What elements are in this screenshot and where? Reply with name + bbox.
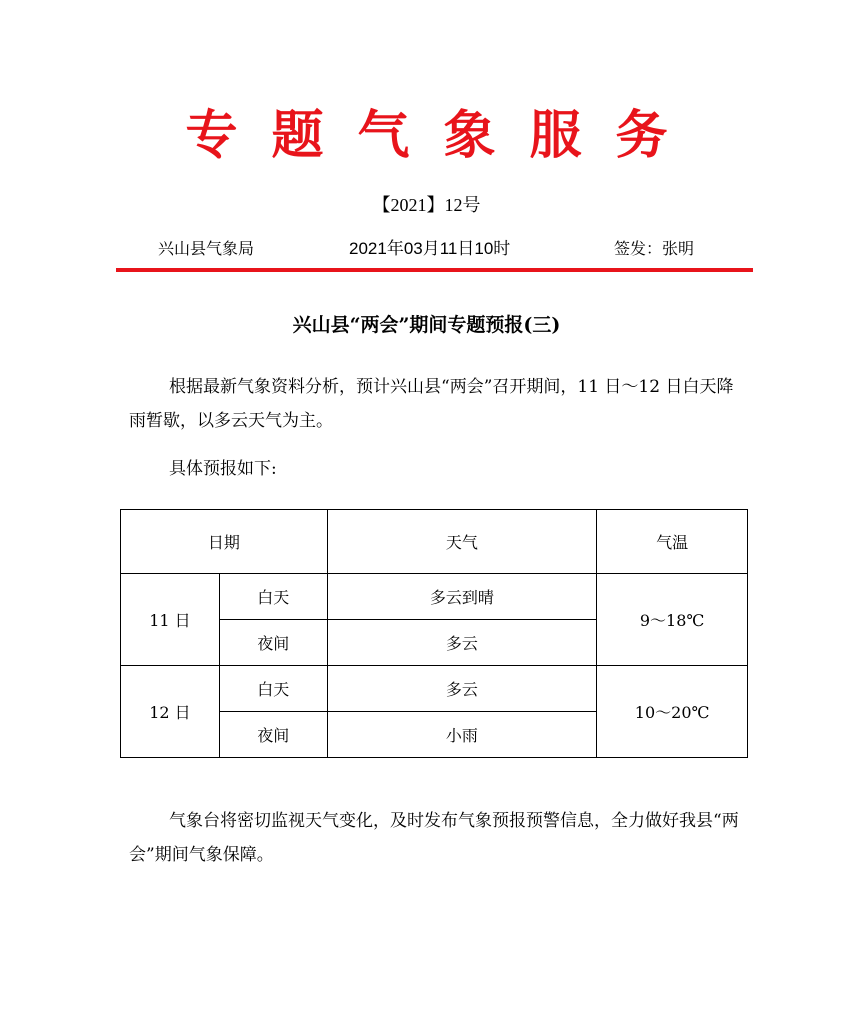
header-temp: 气温 [597, 510, 748, 574]
period-cell: 白天 [219, 574, 327, 620]
table-header-row [121, 510, 748, 574]
body-paragraph-2: 具体预报如下: [169, 459, 277, 479]
header-weather: 天气 [327, 510, 597, 574]
weather-cell: 多云到晴 [327, 574, 597, 620]
table-row [121, 574, 748, 620]
issue-number: 【2021】12号 [372, 195, 481, 215]
period-cell: 白天 [219, 666, 327, 712]
temp-cell: 9～18℃ [597, 574, 748, 666]
weather-cell: 小雨 [327, 712, 597, 758]
weather-cell: 多云 [327, 666, 597, 712]
document-title: 兴山县“两会”期间专题预报(三) [292, 314, 561, 336]
day-cell: 12 日 [121, 666, 220, 758]
weather-cell: 多云 [327, 620, 597, 666]
table-row [121, 666, 748, 712]
body-paragraph-1: 根据最新气象资料分析，预计兴山县“两会”召开期间，11 日～12 日白天降雨暂歇，以多云天气为主。 [129, 377, 734, 431]
banner-title: 专题气象服务 [185, 105, 702, 166]
body-paragraph-3: 气象台将密切监视天气变化，及时发布气象预报预警信息，全力做好我县“两会”期间气象保障。 [129, 811, 739, 865]
forecast-table [120, 509, 748, 758]
header-date: 日期 [121, 510, 328, 574]
red-divider [116, 268, 753, 272]
temp-cell: 10～20℃ [597, 666, 748, 758]
issue-datetime: 2021年03月11日10时 [349, 239, 511, 258]
period-cell: 夜间 [219, 620, 327, 666]
period-cell: 夜间 [219, 712, 327, 758]
day-cell: 11 日 [121, 574, 220, 666]
signer: 签发：张明 [614, 239, 695, 258]
issuing-org: 兴山县气象局 [158, 239, 255, 258]
